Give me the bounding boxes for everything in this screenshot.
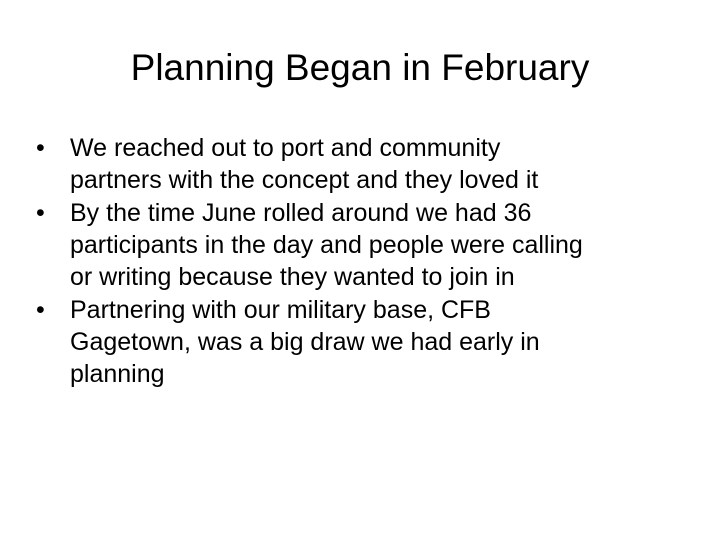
- bullet-3-line-3: planning: [70, 360, 165, 388]
- bullet-2-line-1: By the time June rolled around we had 36: [70, 199, 532, 227]
- bullet-icon: •: [36, 134, 45, 162]
- bullet-list: [36, 132, 676, 391]
- bullet-2-line-3: or writing because they wanted to join in: [70, 263, 515, 291]
- bullet-3-line-1: Partnering with our military base, CFB: [70, 296, 491, 324]
- bullet-item-1: [36, 132, 676, 196]
- bullet-2-line-2: participants in the day and people were calling: [70, 231, 583, 259]
- bullet-icon: •: [36, 296, 45, 324]
- bullet-icon: •: [36, 199, 45, 227]
- bullet-item-2: [36, 197, 676, 293]
- bullet-3-line-2: Gagetown, was a big draw we had early in: [70, 328, 540, 356]
- bullet-1-line-1: We reached out to port and community: [70, 134, 501, 162]
- bullet-item-3: [36, 294, 676, 390]
- slide-title: Planning Began in February: [130, 47, 590, 88]
- bullet-1-line-2: partners with the concept and they loved it: [70, 166, 539, 194]
